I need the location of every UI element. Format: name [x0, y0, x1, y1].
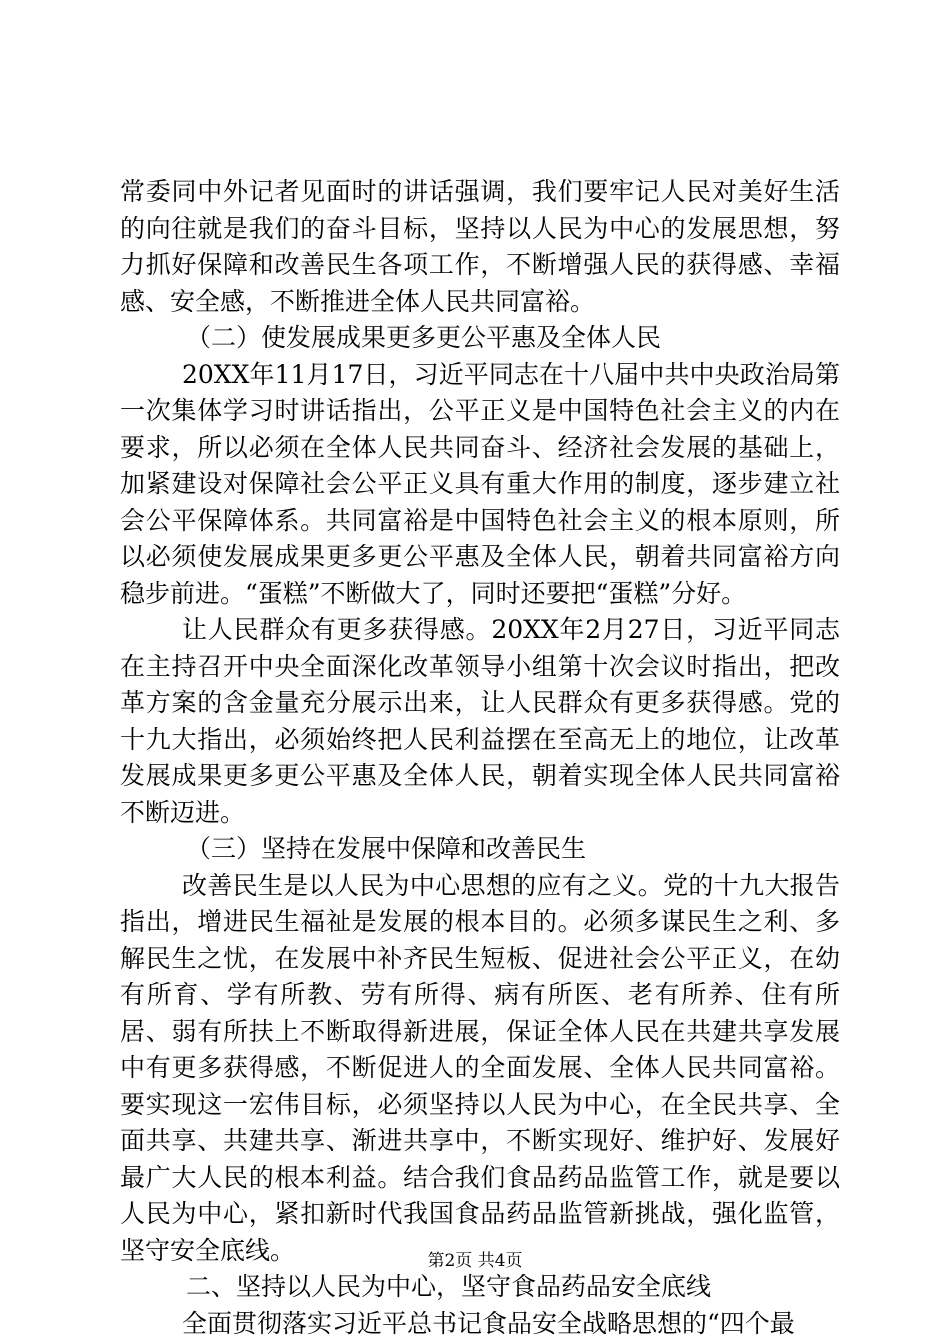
paragraph-sense-of-gain: 让人民群众有更多获得感。20XX年2月27日，习近平同志在主持召开中央全面深化改革领导小组第十次会议时指出，把改革方案的含金量充分展示出来，让人民群众有更多获得感。党的十九大指出，必须始终把人民利益摆在至高无上的地位，让改革发展成果更多更公平惠及全体人民，朝着实现全体人民共同富裕不断迈进。	[120, 615, 840, 827]
page-footer	[0, 1246, 950, 1271]
document-body	[120, 174, 840, 1342]
section-heading-3: （三）坚持在发展中保障和改善民生	[186, 834, 587, 863]
paragraph-fairness: 20XX年11月17日，习近平同志在十八届中共中央政治局第一次集体学习时讲话指出，公平正义是中国特色社会主义的内在要求，所以必须在全体人民共同奋斗、经济社会发展的基础上，加紧建设对保障社会公平正义具有重大作用的制度，逐步建立社会公平保障体系。共同富裕是中国特色社会主义的根本原则，所以必须使发展成果更多更公平惠及全体人民，朝着共同富裕方向稳步前进。“蛋糕”不断做大了，同时还要把“蛋糕”分好。	[120, 359, 840, 608]
paragraph-food-safety: 全面贯彻落实习近平总书记食品安全战略思想的“四个最	[182, 1308, 795, 1338]
chapter-heading-2: 二、坚持以人民为中心，坚守食品药品安全底线	[186, 1272, 712, 1301]
paragraph-livelihood: 改善民生是以人民为中心思想的应有之义。党的十九大报告指出，增进民生福祉是发展的根本目的。必须多谋民生之利、多解民生之忧，在发展中补齐民生短板、促进社会公平正义，在幼有所育、学有所教、劳有所得、病有所医、老有所养、住有所居、弱有所扶上不断取得新进展，保证全体人民在共建共享发展中有更多获得感，不断促进人的全面发展、全体人民共同富裕。要实现这一宏伟目标，必须坚持以人民为中心，在全民共享、全面共享、共建共享、渐进共享中，不断实现好、维护好、发展好最广大人民的根本利益。结合我们食品药品监管工作，就是要以人民为中心，紧扣新时代我国食品药品监管新挑战，强化监管，坚守安全底线。	[120, 870, 840, 1265]
section-heading-2: （二）使发展成果更多更公平惠及全体人民	[186, 323, 662, 352]
paragraph-continuation: 常委同中外记者见面时的讲话强调，我们要牢记人民对美好生活的向往就是我们的奋斗目标，坚持以人民为中心的发展思想，努力抓好保障和改善民生各项工作，不断增强人民的获得感、幸福感、安全感，不断推进全体人民共同富裕。	[120, 177, 840, 316]
page-number-label: 第2页 共4页	[427, 1251, 523, 1271]
